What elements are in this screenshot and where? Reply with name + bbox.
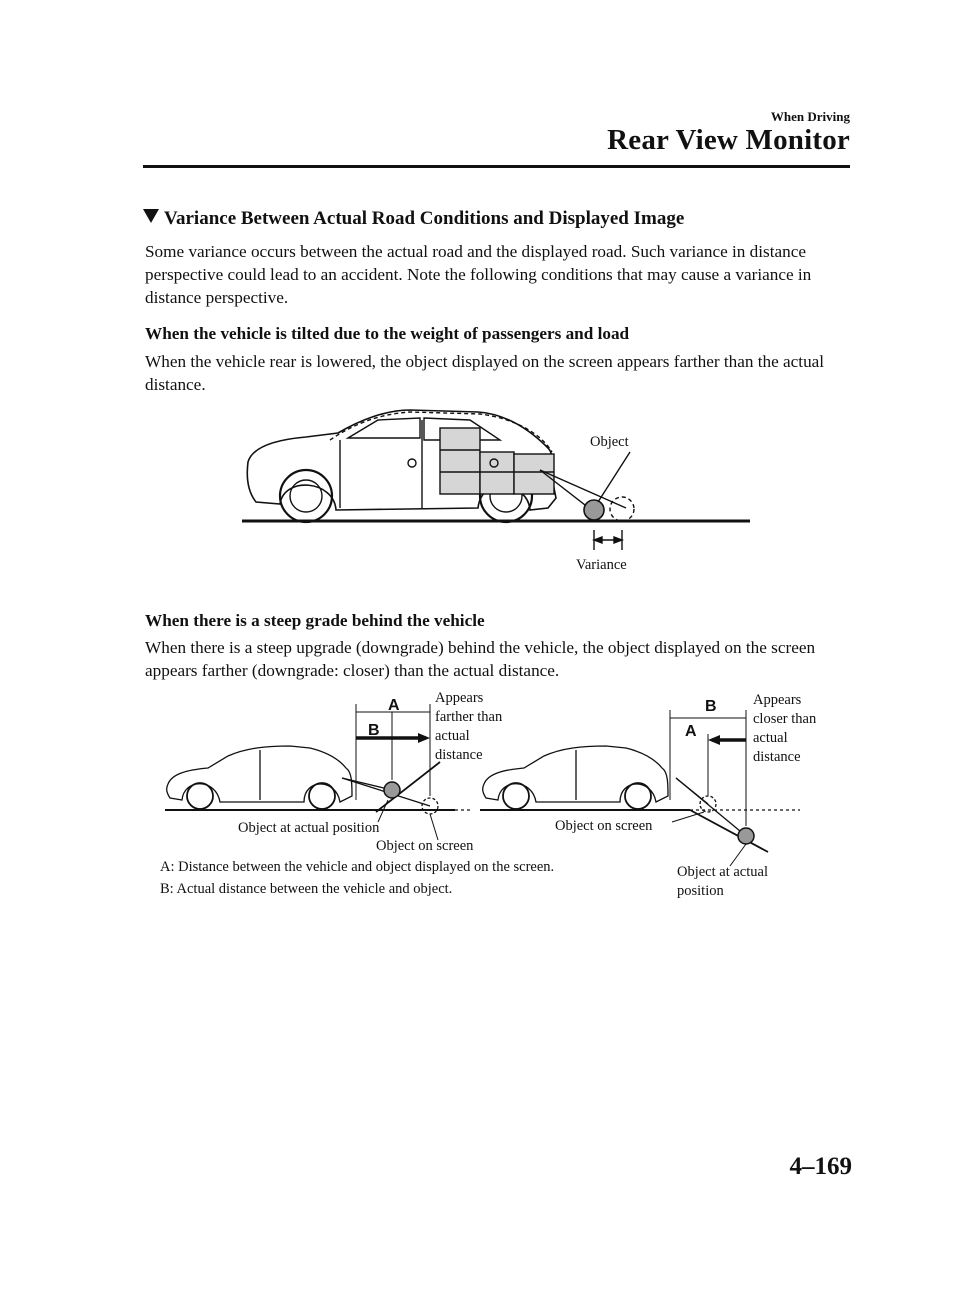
right-downgrade-diagram [480,710,800,866]
right-object-actual-label: Object at actual position [677,864,768,899]
case2-heading: When there is a steep grade behind the vehicle [145,611,485,630]
running-header-title: Rear View Monitor [607,124,850,156]
running-header-section: When Driving [770,109,850,124]
left-object-actual [384,782,400,798]
right-appears-text: Appears closer than actual distance [753,692,817,765]
left-object-screen-label: Object on screen [376,838,474,854]
label-object: Object [590,434,629,450]
right-label-b: B [705,698,717,715]
left-object-actual-label: Object at actual position [238,820,380,836]
left-label-b: B [368,722,380,739]
right-label-a: A [685,723,697,740]
label-variance: Variance [576,557,627,573]
right-object-screen-label: Object on screen [555,818,653,834]
case2-text: When there is a steep upgrade (downgrade) behind the vehicle, the object displayed on the screen appears farther (downgrade: closer) than the actual distance. [145,638,816,680]
page-number: 4–169 [789,1153,852,1180]
section-title-text: Variance Between Actual Road Conditions and Displayed Image [164,208,685,229]
left-appears-text: Appears farther than actual distance [435,690,503,763]
right-object-actual [738,828,754,844]
case1-text: When the vehicle rear is lowered, the object displayed on the screen appears farther than the actual distance. [145,352,825,394]
left-label-a: A [388,697,400,714]
case1-heading: When the vehicle is tilted due to the weight of passengers and load [145,324,630,343]
legend-b: B: Actual distance between the vehicle and object. [160,881,453,897]
intro-paragraph: Some variance occurs between the actual road and the displayed road. Such variance in distance perspective could lead to an accident. Note the following conditions that may cause a variance in distance perspective. [145,242,812,307]
legend-a: A: Distance between the vehicle and object displayed on the screen. [160,859,555,875]
